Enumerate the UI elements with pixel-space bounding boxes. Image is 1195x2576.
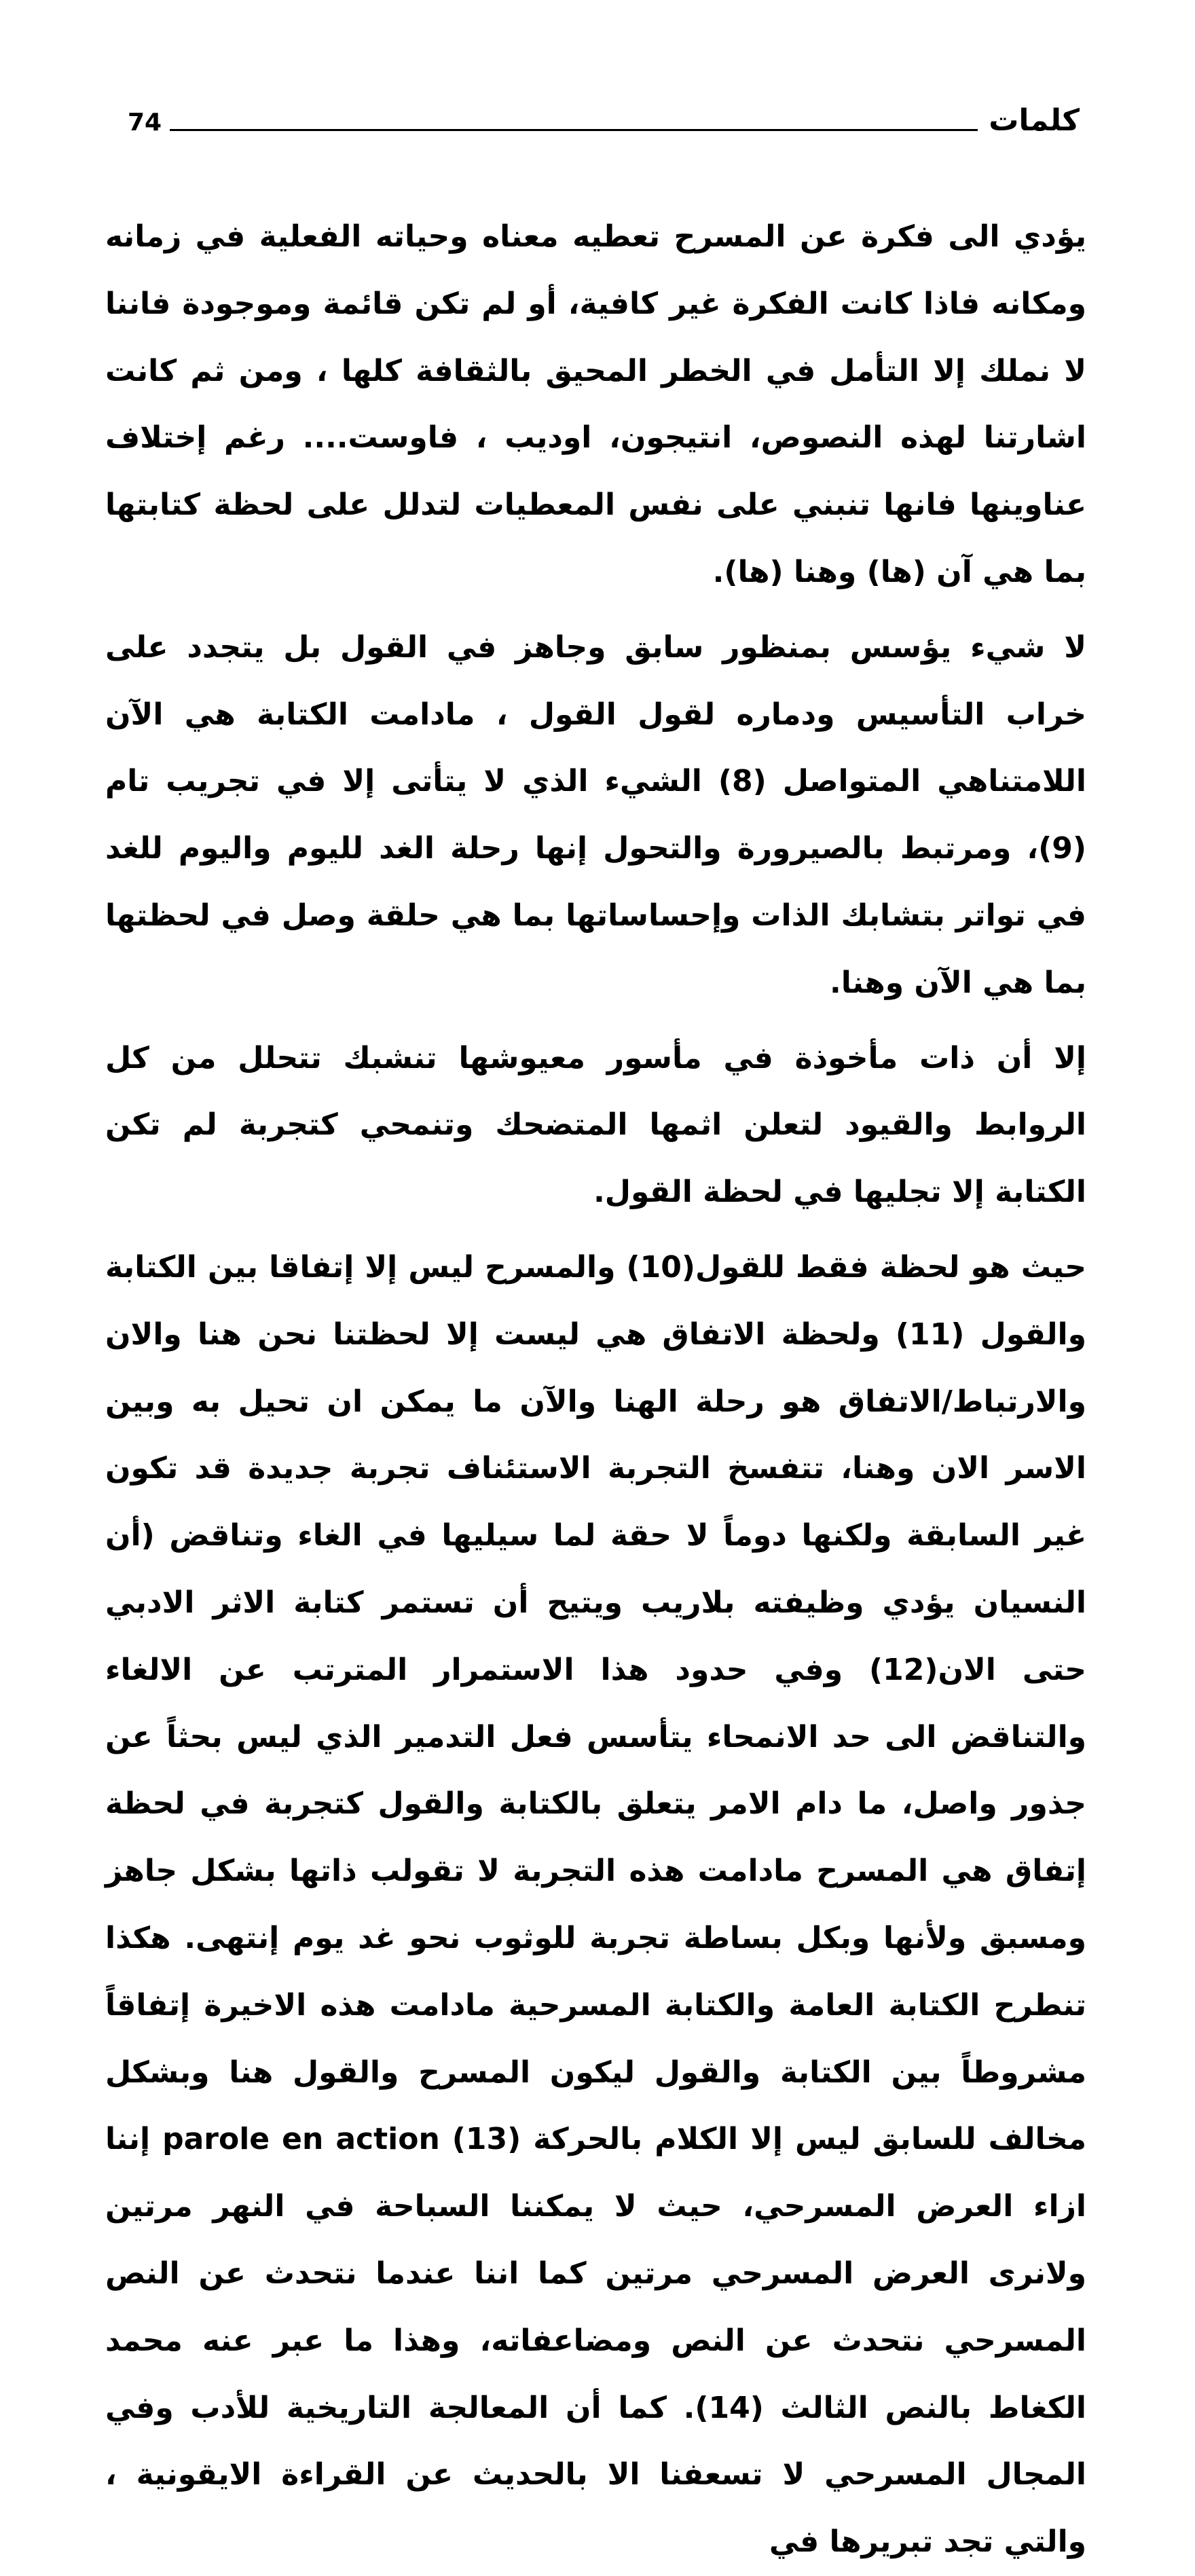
page-header — [115, 100, 1080, 141]
paragraph-4: حيث هو لحظة فقط للقول(10) والمسرح ليس إلا إتفاقا بين الكتابة والقول (11) ولحظة الاتفاق هي ليست إلا لحظتنا نحن هنا والان والارتباط/الاتفاق هو رحلة الهنا والآن ما يمكن ان تحيل به وبين الاسر الان وهنا، تتفسخ التجربة الاستئناف تجربة جديدة قد تكون غير السابقة ولكنها دوماً لا حقة لما سيليها في الغاء وتناقض (أن النسيان يؤدي وظيفته بلاريب ويتيح أن تستمر كتابة الاثر الادبي حتى الان(12) وفي حدود هذا الاستمرار المترتب عن الالغاء والتناقض الى حد الانمحاء يتأسس فعل التدمير الذي ليس بحثاً عن جذور واصل، ما دام الامر يتعلق بالكتابة والقول كتجربة في لحظة إتفاق هي المسرح مادامت هذه التجربة لا تقولب ذاتها بشكل جاهز ومسبق ولأنها وبكل بساطة تجربة للوثوب نحو غد يوم إنتهى. هكذا تنطرح الكتابة العامة والكتابة المسرحية مادامت هذه الاخيرة إتفاقاً مشروطاً بين الكتابة والقول ليكون المسرح والقول هنا وبشكل مخالف للسابق ليس إلا الكلام بالحركة parole en action (13) إننا ازاء العرض المسرحي، حيث لا يمكننا السباحة في النهر مرتين ولانرى العرض المسرحي مرتين كما اننا عندما نتحدث عن النص المسرحي نتحدث عن النص ومضاعفاته، وهذا ما عبر عنه محمد الكغاط بالنص الثالث (14). كما أن المعالجة التاريخية للأدب وفي المجال المسرحي لا تسعفنا الا بالحديث عن القراءة الايقونية ، والتي تجد تبريرها في — [105, 1249, 1087, 2560]
paragraph-1: يؤدي الى فكرة عن المسرح تعطيه معناه وحياته الفعلية في زمانه ومكانه فاذا كانت الفكرة غير كافية، أو لم تكن قائمة وموجودة فاننا لا نملك إلا التأمل في الخطر المحيق بالثقافة كلها ، ومن ثم كانت اشارتنا لهذه النصوص، انتيجون، اوديب ، فاوست.... رغم إختلاف عناوينها فانها تنبني على نفس المعطيات لتدلل على لحظة كتابتها بما هي آن (ها) وهنا (ها). — [105, 219, 1086, 589]
body-text — [105, 204, 1086, 2576]
paragraph-2: لا شيء يؤسس بمنظور سابق وجاهز في القول بل يتجدد على خراب التأسيس ودماره لقول القول ، مادامت الكتابة هي الآن اللامتناهي المتواصل (8) الشيء الذي لا يتأتى إلا في تجريب تام (9)، ومرتبط بالصيرورة والتحول إنها رحلة الغد لليوم واليوم للغد في تواتر بتشابك الذات وإحساساتها بما هي حلقة وصل في لحظتها بما هي الآن وهنا. — [105, 629, 1087, 1000]
running-title: كلمات — [989, 103, 1080, 138]
page-number: 74 — [128, 109, 162, 136]
header-rule — [170, 129, 978, 131]
paragraph-3: إلا أن ذات مأخوذة في مأسور معيوشها تنشبك تتحلل من كل الروابط والقيود لتعلن اثمها المتضحك وتنمحي كتجربة لم تكن الكتابة إلا تجليها في لحظة القول. — [105, 1040, 1086, 1210]
